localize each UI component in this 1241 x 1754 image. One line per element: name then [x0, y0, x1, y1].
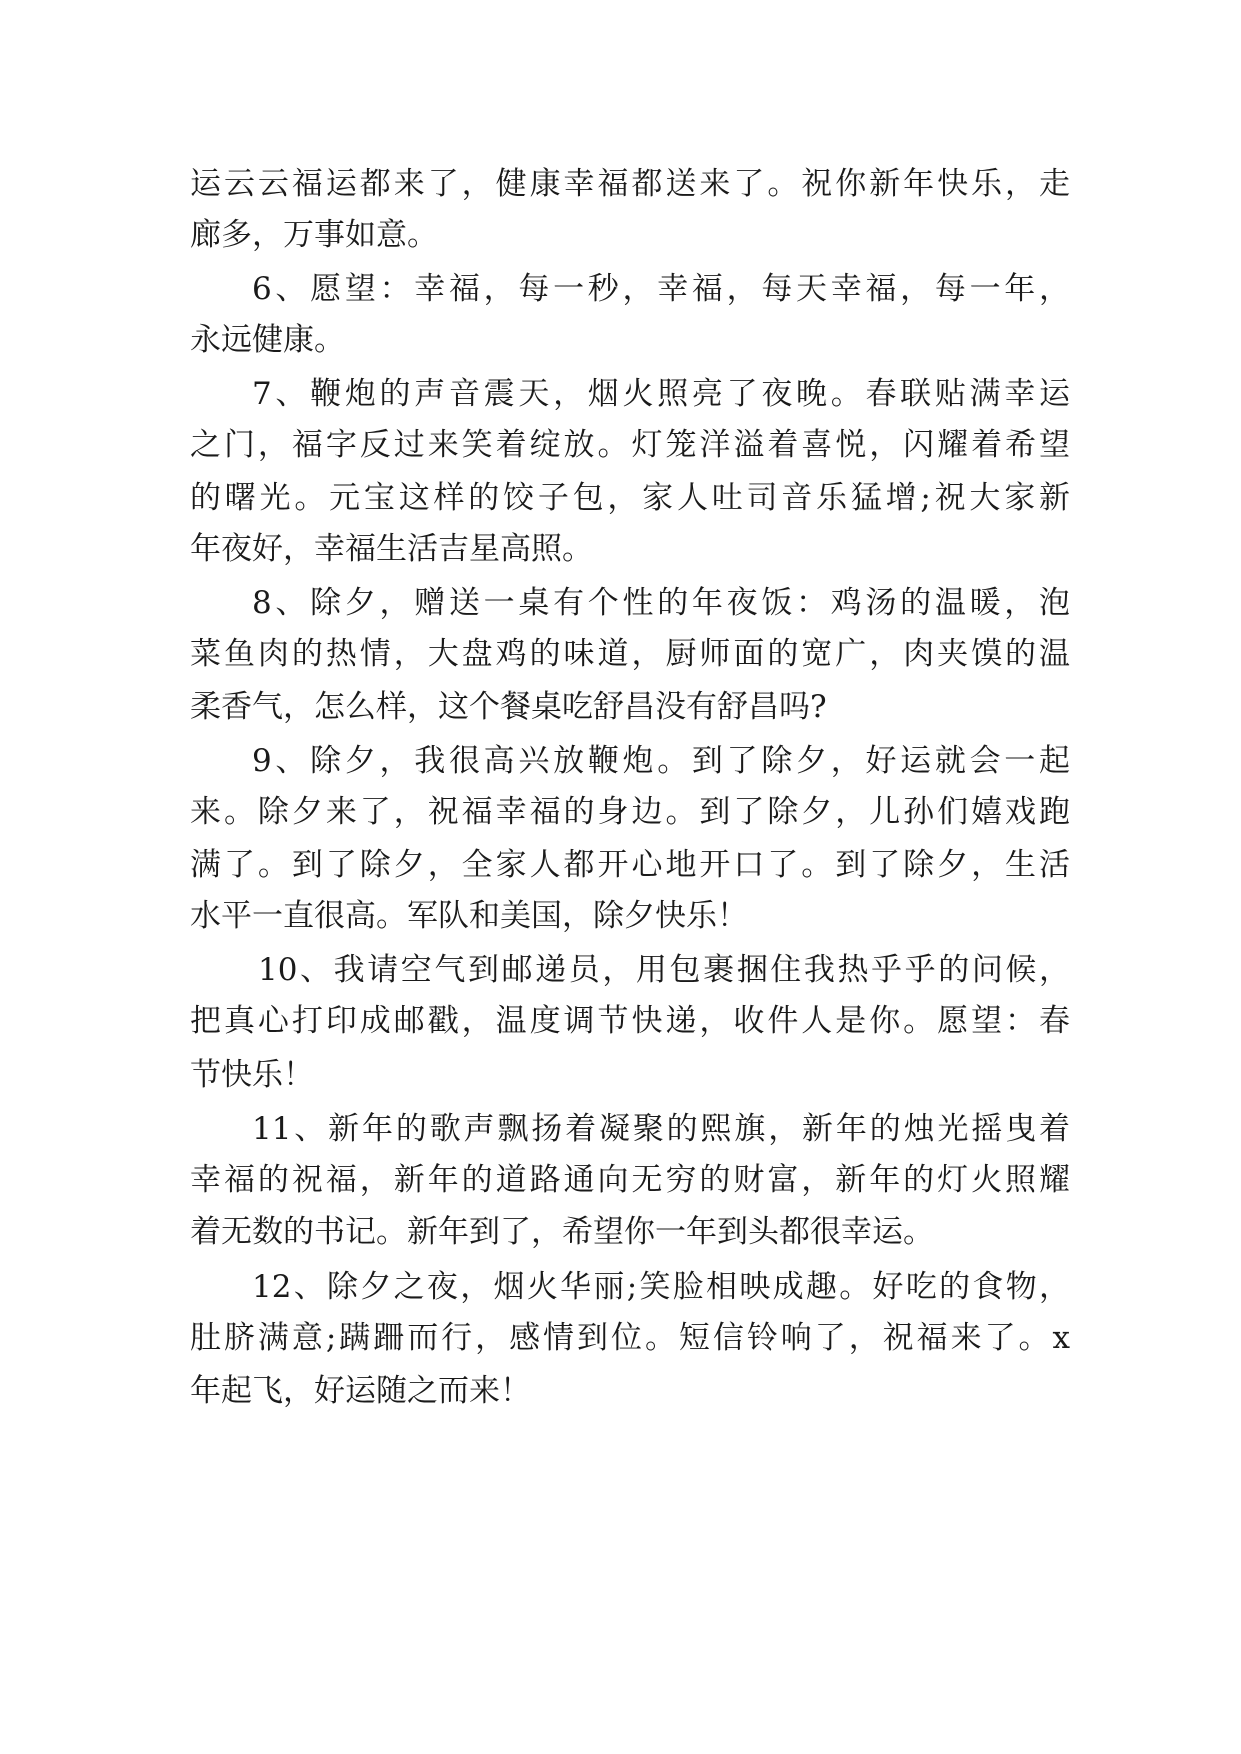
text-line: 运云云福运都来了，健康幸福都送来了。祝你新年快乐，走 — [190, 166, 1070, 202]
text-line: 着无数的书记。新年到了，希望你一年到头都很幸运。 — [190, 1214, 934, 1250]
text-line: 满了。到了除夕，全家人都开心地开口了。到了除夕，生活 — [190, 847, 1070, 883]
paragraph-9-start: 9、除夕，我很高兴放鞭炮。到了除夕，好运就会一起 — [252, 743, 1070, 779]
paragraph-11-start: 11、新年的歌声飘扬着凝聚的熙旗，新年的烛光摇曳着 — [252, 1111, 1070, 1147]
text-line: 年起飞，好运随之而来！ — [190, 1373, 531, 1409]
text-line: 来。除夕来了，祝福幸福的身边。到了除夕，儿孙们嬉戏跑 — [190, 794, 1070, 830]
text-line: 廊多，万事如意。 — [190, 217, 438, 253]
text-line: 幸福的祝福，新年的道路通向无穷的财富，新年的灯火照耀 — [190, 1162, 1070, 1198]
text-line: 年夜好，幸福生活吉星高照。 — [190, 531, 593, 567]
text-line: 水平一直很高。军队和美国，除夕快乐！ — [190, 898, 748, 934]
text-line: 把真心打印成邮戳，温度调节快递，收件人是你。愿望：春 — [190, 1003, 1070, 1039]
text-line: 节快乐！ — [190, 1057, 314, 1093]
paragraph-12-start: 12、除夕之夜，烟火华丽;笑脸相映成趣。好吃的食物， — [252, 1269, 1070, 1305]
text-line: 柔香气，怎么样，这个餐桌吃舒昌没有舒昌吗? — [190, 689, 827, 725]
paragraph-10-start: 10、我请空气到邮递员，用包裹捆住我热乎乎的问候， — [258, 952, 1070, 988]
paragraph-8-start: 8、除夕，赠送一桌有个性的年夜饭：鸡汤的温暖，泡 — [252, 585, 1070, 621]
paragraph-7-start: 7、鞭炮的声音震天，烟火照亮了夜晚。春联贴满幸运 — [252, 376, 1070, 412]
text-line: 永远健康。 — [190, 322, 345, 358]
text-line: 菜鱼肉的热情，大盘鸡的味道，厨师面的宽广，肉夹馍的温 — [190, 636, 1070, 672]
paragraph-6-start: 6、愿望：幸福，每一秒，幸福，每天幸福，每一年， — [252, 271, 1070, 307]
text-line: 肚脐满意;蹒跚而行，感情到位。短信铃响了，祝福来了。x — [190, 1320, 1070, 1356]
text-line: 的曙光。元宝这样的饺子包，家人吐司音乐猛增;祝大家新 — [190, 480, 1070, 516]
text-line: 之门，福字反过来笑着绽放。灯笼洋溢着喜悦，闪耀着希望 — [190, 427, 1070, 463]
